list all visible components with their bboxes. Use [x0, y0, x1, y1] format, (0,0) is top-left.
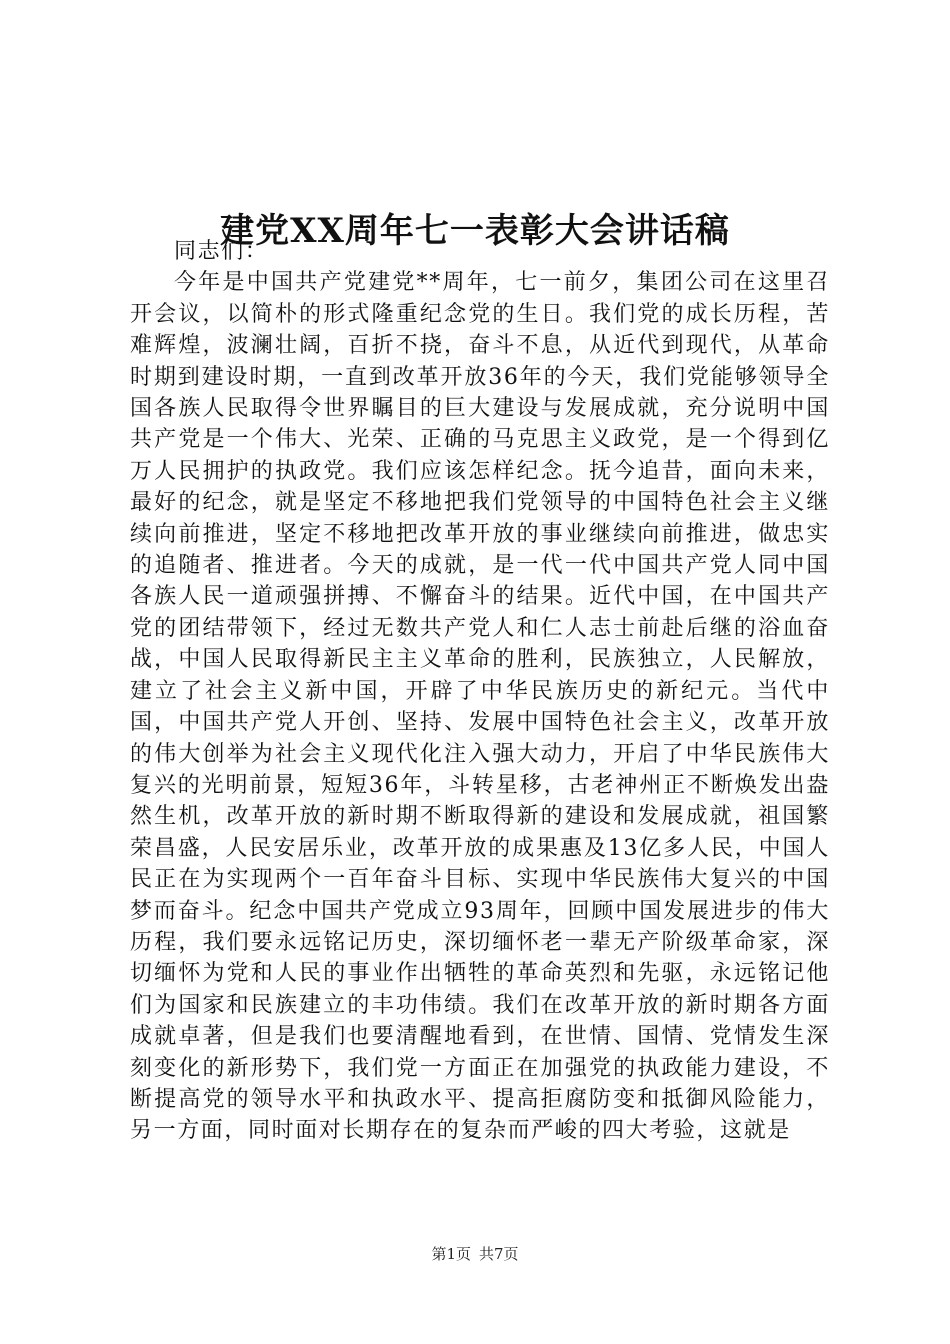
document-body: [130, 236, 830, 1147]
page-footer: [0, 1244, 950, 1264]
salutation: 同志们：: [174, 239, 269, 264]
page-total: 共7页: [479, 1245, 519, 1263]
document-title: 建党XX周年七一表彰大会讲话稿: [220, 210, 730, 251]
page-number: 第1页: [431, 1245, 471, 1263]
body-paragraph: 今年是中国共产党建党**周年，七一前夕，集团公司在这里召开会议，以简朴的形式隆重纪念党的生日。我们党的成长历程，苦难辉煌，波澜壮阔，百折不挠，奋斗不息，从近代到现代，从革命时期到建设时期，一直到改革开放36年的今天，我们党能够领导全国各族人民取得令世界瞩目的巨大建设与发展成就，充分说明中国共产党是一个伟大、光荣、正确的马克思主义政党，是一个得到亿万人民拥护的执政党。我们应该怎样纪念。抚今追昔，面向未来，最好的纪念，就是坚定不移地把我们党领导的中国特色社会主义继续向前推进，坚定不移地把改革开放的事业继续向前推进，做忠实的追随者、推进者。今天的成就，是一代一代中国共产党人同中国各族人民一道顽强拼搏、不懈奋斗的结果。近代中国，在中国共产党的团结带领下，经过无数共产党人和仁人志士前赴后继的浴血奋战，中国人民取得新民主主义革命的胜利，民族独立，人民解放，建立了社会主义新中国，开辟了中华民族历史的新纪元。当代中国，中国共产党人开创、坚持、发展中国特色社会主义，改革开放的伟大创举为社会主义现代化注入强大动力，开启了中华民族伟大复兴的光明前景，短短36年，斗转星移，古老神州正不断焕发出盎然生机，改革开放的新时期不断取得新的建设和发展成就，祖国繁荣昌盛，人民安居乐业，改革开放的成果惠及13亿多人民，中国人民正在为实现两个一百年奋斗目标、实现中华民族伟大复兴的中国梦而奋斗。纪念中国共产党成立93周年，回顾中国发展进步的伟大历程，我们要永远铭记历史，深切缅怀老一辈无产阶级革命家，深切缅怀为党和人民的事业作出牺牲的革命英烈和先驱，永远铭记他们为国家和民族建立的丰功伟绩。我们在改革开放的新时期各方面成就卓著，但是我们也要清醒地看到，在世情、国情、党情发生深刻变化的新形势下，我们党一方面正在加强党的执政能力建设，不断提高党的领导水平和执政水平、提高拒腐防变和抵御风险能力，另一方面，同时面对长期存在的复杂而严峻的四大考验，这就是: [130, 270, 830, 1144]
